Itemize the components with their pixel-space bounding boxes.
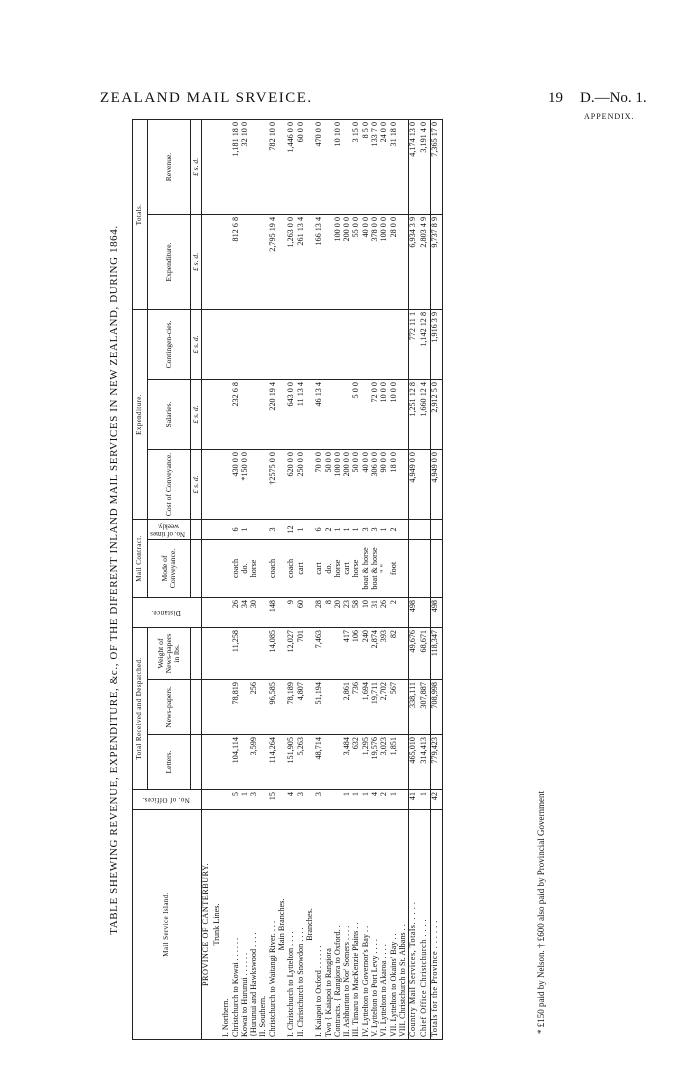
col-mode: Mode of Conveyance. <box>148 539 191 597</box>
cost-of-conveyance: 50 0 0 <box>352 449 361 519</box>
weight-lbs: 240 <box>362 627 371 679</box>
newspapers-count: 2,861 <box>343 680 352 735</box>
group-contract: Mail Contract. <box>133 519 148 597</box>
distance-miles: 2 <box>390 597 399 627</box>
times-weekly <box>250 519 259 539</box>
service-name: II. Christchurch to Snowdon . . . . <box>297 810 306 1040</box>
contingencies <box>278 309 287 379</box>
contingencies <box>259 309 268 379</box>
salaries: 46 13 4 <box>315 379 324 449</box>
service-name: Christchurch to Kowai . . . . . . <box>232 810 241 1040</box>
newspapers-count: 736 <box>352 680 361 735</box>
times-weekly: 1 <box>241 519 250 539</box>
appendix-label: APPENDIX. <box>584 112 635 121</box>
col-offices-label: No. of Offices. <box>141 796 190 805</box>
conveyance-mode: do. <box>241 539 250 597</box>
chief-revenue: 3,191 4 0 <box>420 119 430 214</box>
chief-distance <box>420 597 430 627</box>
letters-count <box>325 735 334 790</box>
country-revenue: 4,174 13 0 <box>409 119 421 214</box>
conveyance-mode: do. <box>325 539 334 597</box>
salaries <box>241 379 250 449</box>
col-contingencies: Contingen-cies. <box>148 309 191 379</box>
service-name: VI. Lyttelton to Akaroa . . . . <box>380 810 389 1040</box>
cost-of-conveyance: 430 0 0 <box>232 449 241 519</box>
total-revenue: 10 10 0 <box>334 119 343 214</box>
unit-lsd: £ s. d. <box>190 449 201 519</box>
letters-count: 5,263 <box>297 735 306 790</box>
contingencies <box>315 309 324 379</box>
cost-of-conveyance: 40 0 0 <box>362 449 371 519</box>
weight-lbs <box>325 627 334 679</box>
col-times <box>148 519 191 539</box>
conveyance-mode: coach <box>269 539 278 597</box>
total-revenue: 60 0 0 <box>297 119 306 214</box>
service-name: VIII. Christchurch to St. Albans . . <box>399 810 409 1040</box>
letters-count: 114,264 <box>269 735 278 790</box>
total-revenue: 31 18 0 <box>390 119 399 214</box>
total-expenditure: 9,737 8 9 <box>430 214 442 309</box>
salaries <box>250 379 259 449</box>
chief-letters: 314,413 <box>420 735 430 790</box>
cost-of-conveyance: 250 0 0 <box>297 449 306 519</box>
contingencies <box>269 309 278 379</box>
service-name: Contracts. { Rangiora to Oxford. . <box>334 810 343 1040</box>
contingencies <box>380 309 389 379</box>
unit-blank <box>190 627 201 679</box>
newspapers-count: 19,711 <box>371 680 380 735</box>
country-weight: 49,676 <box>409 627 421 679</box>
col-letters: Letters. <box>148 735 191 790</box>
letters-count: 151,905 <box>287 735 296 790</box>
conveyance-mode: coach <box>287 539 296 597</box>
newspapers-count: 256 <box>250 680 259 735</box>
cost-of-conveyance: 90 0 0 <box>380 449 389 519</box>
table-row <box>287 119 296 1039</box>
times-weekly: 2 <box>325 519 334 539</box>
total-revenue: 133 7 0 <box>371 119 380 214</box>
service-name: I. Kaiapoi to Oxford . . . . . . <box>315 810 324 1040</box>
times-weekly: 1 <box>352 519 361 539</box>
offices-count: 1 <box>352 790 361 810</box>
contingencies <box>306 309 315 379</box>
service-name: I. Northern. <box>222 810 231 1040</box>
weight-lbs: 82 <box>390 627 399 679</box>
total-revenue: 3 15 0 <box>352 119 361 214</box>
conveyance-mode: coach <box>232 539 241 597</box>
total-revenue: 24 0 0 <box>380 119 389 214</box>
newspapers-count: 96,585 <box>269 680 278 735</box>
newspapers-count: 567 <box>390 680 399 735</box>
country-salaries: 1,251 12 8 <box>409 379 421 449</box>
chief-weight: 68,671 <box>420 627 430 679</box>
service-name: VII. Lyttelton to Okains' Bay . . <box>390 810 399 1040</box>
letters-count: 104,114 <box>232 735 241 790</box>
letters-count: 1,851 <box>390 735 399 790</box>
total-revenue: 32 10 0 <box>241 119 250 214</box>
times-weekly: 3 <box>371 519 380 539</box>
contingencies <box>334 309 343 379</box>
conveyance-mode: boat & horse <box>362 539 371 597</box>
table-row <box>380 119 389 1039</box>
letters-count: 3,023 <box>380 735 389 790</box>
cost-of-conveyance: 306 0 0 <box>371 449 380 519</box>
total-expenditure: 1,263 0 0 <box>287 214 296 309</box>
unit-blank <box>190 735 201 790</box>
total-offices: 42 <box>430 790 442 810</box>
col-cost: Cost of Conveyance. <box>148 449 191 519</box>
table-row <box>278 119 287 1039</box>
total-expenditure: 261 13 4 <box>297 214 306 309</box>
contingencies <box>371 309 380 379</box>
total-expenditure <box>241 214 250 309</box>
total-revenue: 1,446 0 0 <box>287 119 296 214</box>
col-offices <box>133 790 202 810</box>
service-name: IV. Lyttelton to Governor's Bay . . <box>362 810 371 1040</box>
newspapers-count: 4,807 <box>297 680 306 735</box>
cost-of-conveyance: †2575 0 0 <box>269 449 278 519</box>
unit-blank <box>190 539 201 597</box>
total-expenditure <box>250 214 259 309</box>
conveyance-mode: cart <box>343 539 352 597</box>
total-expenditure: 100 0 0 <box>380 214 389 309</box>
weight-lbs: 7,463 <box>315 627 324 679</box>
letters-count: 3,599 <box>250 735 259 790</box>
mail-services-table <box>132 119 443 1040</box>
col-times-label: No. of times weekly. <box>150 522 186 538</box>
times-weekly: 6 <box>232 519 241 539</box>
total-revenue: 7,365 17 0 <box>430 119 442 214</box>
distance-miles: 31 <box>371 597 380 627</box>
table-row <box>371 119 380 1039</box>
country-expenditure: 6,934 3 9 <box>409 214 421 309</box>
service-name: V. Lyttelton to Port Levy . . . . <box>371 810 380 1040</box>
letters-count: 1,295 <box>362 735 371 790</box>
total-expenditure: 28 0 0 <box>390 214 399 309</box>
group-received: Total Received and Despatched. <box>133 627 148 789</box>
unit-blank <box>190 680 201 735</box>
offices-count: 4 <box>287 790 296 810</box>
col-revenue: Revenue. <box>148 119 191 214</box>
contingencies <box>297 309 306 379</box>
total-expenditure: 200 0 0 <box>343 214 352 309</box>
section-title: PROVINCE OF CANTERBURY. <box>201 810 213 1040</box>
offices-count: 15 <box>269 790 278 810</box>
newspapers-count: 51,194 <box>315 680 324 735</box>
cost-of-conveyance: 100 0 0 <box>334 449 343 519</box>
cost-of-conveyance <box>250 449 259 519</box>
country-distance: 498 <box>409 597 421 627</box>
table-row <box>222 119 231 1039</box>
newspapers-count: 2,702 <box>380 680 389 735</box>
rotated-table-block <box>108 120 558 1040</box>
letters-count: 48,714 <box>315 735 324 790</box>
unit-lsd: £ s. d. <box>190 214 201 309</box>
distance-miles: 58 <box>352 597 361 627</box>
service-name: Kowai to Hurunui . . . . . . <box>241 810 250 1040</box>
distance-miles: 148 <box>269 597 278 627</box>
col-newspapers: News-papers. <box>148 680 191 735</box>
conveyance-mode: " " <box>380 539 389 597</box>
col-expenditure: Expenditure. <box>148 214 191 309</box>
unit-lsd: £ s. d. <box>190 379 201 449</box>
offices-count: 2 <box>380 790 389 810</box>
table-row <box>390 119 399 1039</box>
conveyance-mode: boat & horse <box>371 539 380 597</box>
table-row <box>241 119 250 1039</box>
table-row <box>306 119 315 1039</box>
times-weekly: 1 <box>343 519 352 539</box>
province-total-label: Totals for the Province . . . . . . <box>430 810 442 1040</box>
contingencies <box>390 309 399 379</box>
total-revenue: 8 5 0 <box>362 119 371 214</box>
conveyance-mode: cart <box>315 539 324 597</box>
group-totals: Totals. <box>133 119 148 309</box>
distance-miles: 28 <box>315 597 324 627</box>
total-cost: 4,949 0 0 <box>430 449 442 519</box>
cost-of-conveyance: 200 0 0 <box>343 449 352 519</box>
total-weight: 118,347 <box>430 627 442 679</box>
salaries: 72 0 0 <box>371 379 380 449</box>
offices-count: 3 <box>315 790 324 810</box>
country-offices: 41 <box>409 790 421 810</box>
salaries: 10 0 0 <box>390 379 399 449</box>
total-expenditure: 812 6 8 <box>232 214 241 309</box>
table-row <box>334 119 343 1039</box>
contingencies <box>362 309 371 379</box>
weight-lbs: 701 <box>297 627 306 679</box>
distance-miles: 26 <box>380 597 389 627</box>
table-row <box>232 119 241 1039</box>
weight-lbs: 11,258 <box>232 627 241 679</box>
salaries: 10 0 0 <box>380 379 389 449</box>
conveyance-mode <box>399 539 409 597</box>
service-name: II. Southern. <box>259 810 268 1040</box>
unit-lsd: £ s. d. <box>190 309 201 379</box>
conveyance-mode: cart <box>297 539 306 597</box>
service-name: I. Christchurch to Lyttelton . . . . <box>287 810 296 1040</box>
times-weekly: 6 <box>315 519 324 539</box>
letters-count: 19,576 <box>371 735 380 790</box>
salaries: 220 19 4 <box>269 379 278 449</box>
total-revenue: 470 0 0 <box>315 119 324 214</box>
table-row <box>297 119 306 1039</box>
trunk-lines-label: Trunk Lines. <box>213 810 222 1040</box>
country-cost: 4,949 0 0 <box>409 449 421 519</box>
salaries <box>325 379 334 449</box>
service-name: {Hurunui and Hawkswood . . . . <box>250 810 259 1040</box>
letters-count: 632 <box>352 735 361 790</box>
offices-count <box>325 790 334 810</box>
conveyance-mode: horse <box>352 539 361 597</box>
distance-miles: 8 <box>325 597 334 627</box>
offices-count: 1 <box>362 790 371 810</box>
salaries: 232 6 8 <box>232 379 241 449</box>
newspapers-count: 78,189 <box>287 680 296 735</box>
offices-count: 3 <box>250 790 259 810</box>
conveyance-mode: foot <box>390 539 399 597</box>
times-weekly <box>399 519 409 539</box>
distance-miles: 60 <box>297 597 306 627</box>
service-name: Main Branches. <box>278 810 287 1040</box>
contingencies <box>287 309 296 379</box>
times-weekly: 1 <box>380 519 389 539</box>
cost-of-conveyance: 620 0 0 <box>287 449 296 519</box>
weight-lbs: 106 <box>352 627 361 679</box>
contingencies <box>232 309 241 379</box>
total-expenditure: 55 0 0 <box>352 214 361 309</box>
chief-offices: 1 <box>420 790 430 810</box>
total-expenditure: 100 0 0 <box>334 214 343 309</box>
total-expenditure: 166 13 4 <box>315 214 324 309</box>
salaries: 11 13 4 <box>297 379 306 449</box>
weight-lbs: 2,874 <box>371 627 380 679</box>
col-service: Mail Service Island. <box>133 810 202 1040</box>
service-name: Two { Kaiapoi to Rangiora <box>325 810 334 1040</box>
total-salaries: 2,912 5 0 <box>430 379 442 449</box>
total-newspapers: 708,998 <box>430 680 442 735</box>
offices-count: 5 <box>232 790 241 810</box>
table-row <box>250 119 259 1039</box>
distance-miles: 20 <box>334 597 343 627</box>
service-name: II. Ashburton to Nor' Somers . . . . <box>343 810 352 1040</box>
conveyance-mode: horse <box>334 539 343 597</box>
times-weekly: 12 <box>287 519 296 539</box>
contingencies <box>250 309 259 379</box>
col-salaries: Salaries. <box>148 379 191 449</box>
total-expenditure: 40 0 0 <box>362 214 371 309</box>
total-expenditure: 2,795 19 4 <box>269 214 278 309</box>
total-distance: 498 <box>430 597 442 627</box>
times-weekly: 2 <box>390 519 399 539</box>
weight-lbs: 417 <box>343 627 352 679</box>
total-expenditure: 378 0 0 <box>371 214 380 309</box>
header-title: ZEALAND MAIL SRVEICE. <box>100 90 313 106</box>
salaries <box>334 379 343 449</box>
table-row <box>325 119 334 1039</box>
contingencies <box>325 309 334 379</box>
total-letters: 779,423 <box>430 735 442 790</box>
unit-lsd: £ s. d. <box>190 119 201 214</box>
total-revenue: 1,181 18 0 <box>232 119 241 214</box>
table-row <box>259 119 268 1039</box>
chief-expenditure: 2,803 4 9 <box>420 214 430 309</box>
times-weekly: 3 <box>362 519 371 539</box>
service-name: Christchurch to Waitangi River. . . . <box>269 810 278 1040</box>
document-reference: D.—No. 1. <box>580 90 647 106</box>
salaries: 643 0 0 <box>287 379 296 449</box>
offices-count: 3 <box>297 790 306 810</box>
col-weight: Weight of News-papers in lbs. <box>148 627 191 679</box>
country-newspapers: 338,111 <box>409 680 421 735</box>
table-wrapper <box>132 120 530 1040</box>
country-row-label: Country Mail Services, Totals. . . . . <box>409 810 421 1040</box>
weight-lbs: 12,027 <box>287 627 296 679</box>
contingencies <box>343 309 352 379</box>
times-weekly: 3 <box>269 519 278 539</box>
times-weekly: 1 <box>297 519 306 539</box>
offices-count: 1 <box>390 790 399 810</box>
footnote: * £150 paid by Nelson. † £600 also paid by Provincial Government <box>536 791 546 1034</box>
chief-newspapers: 307,887 <box>420 680 430 735</box>
col-distance <box>133 597 202 627</box>
total-contingencies: 1,916 3 9 <box>430 309 442 379</box>
group-expenditure: Expenditure. <box>133 309 148 519</box>
weight-lbs <box>250 627 259 679</box>
weight-lbs: 393 <box>380 627 389 679</box>
newspapers-count: 78,819 <box>232 680 241 735</box>
offices-count: 1 <box>343 790 352 810</box>
country-contingencies: 772 11 1 <box>409 309 421 379</box>
distance-miles: 23 <box>343 597 352 627</box>
weight-lbs <box>241 627 250 679</box>
salaries: 5 0 0 <box>352 379 361 449</box>
cost-of-conveyance: 70 0 0 <box>315 449 324 519</box>
newspapers-count <box>325 680 334 735</box>
contingencies <box>241 309 250 379</box>
country-letters: 465,010 <box>409 735 421 790</box>
col-distance-label: Distance. <box>150 609 181 618</box>
chief-row-label: Chief Office Christchurch . . . . <box>420 810 430 1040</box>
total-revenue <box>250 119 259 214</box>
cost-of-conveyance: *150 0 0 <box>241 449 250 519</box>
distance-miles: 26 <box>232 597 241 627</box>
cost-of-conveyance: 50 0 0 <box>325 449 334 519</box>
table-row <box>315 119 324 1039</box>
distance-miles: 10 <box>362 597 371 627</box>
times-weekly: 1 <box>334 519 343 539</box>
distance-miles: 30 <box>250 597 259 627</box>
chief-cost <box>420 449 430 519</box>
service-name: III. Timaru to MacKenzie Plains . . <box>352 810 361 1040</box>
letters-count: 3,484 <box>343 735 352 790</box>
distance-miles: 34 <box>241 597 250 627</box>
offices-count: 1 <box>241 790 250 810</box>
offices-count: 4 <box>371 790 380 810</box>
contingencies <box>222 309 231 379</box>
service-name: Branches. <box>306 810 315 1040</box>
table-row <box>343 119 352 1039</box>
conveyance-mode: horse <box>250 539 259 597</box>
chief-contingencies: 1,142 12 8 <box>420 309 430 379</box>
chief-salaries: 1,660 12 4 <box>420 379 430 449</box>
total-revenue: 782 10 0 <box>269 119 278 214</box>
page-number: 19 <box>548 90 563 106</box>
weight-lbs: 14,085 <box>269 627 278 679</box>
cost-of-conveyance: 18 0 0 <box>390 449 399 519</box>
newspapers-count: 1,694 <box>362 680 371 735</box>
table-title: TABLE SHEWING REVENUE, EXPENDITURE, &c., OF THE DIFERENT INLAND MAIL SERVICES IN NEW ZEALAND, DURING 1864. <box>108 225 120 935</box>
distance-miles: 9 <box>287 597 296 627</box>
unit-blank <box>190 519 201 539</box>
contingencies <box>352 309 361 379</box>
